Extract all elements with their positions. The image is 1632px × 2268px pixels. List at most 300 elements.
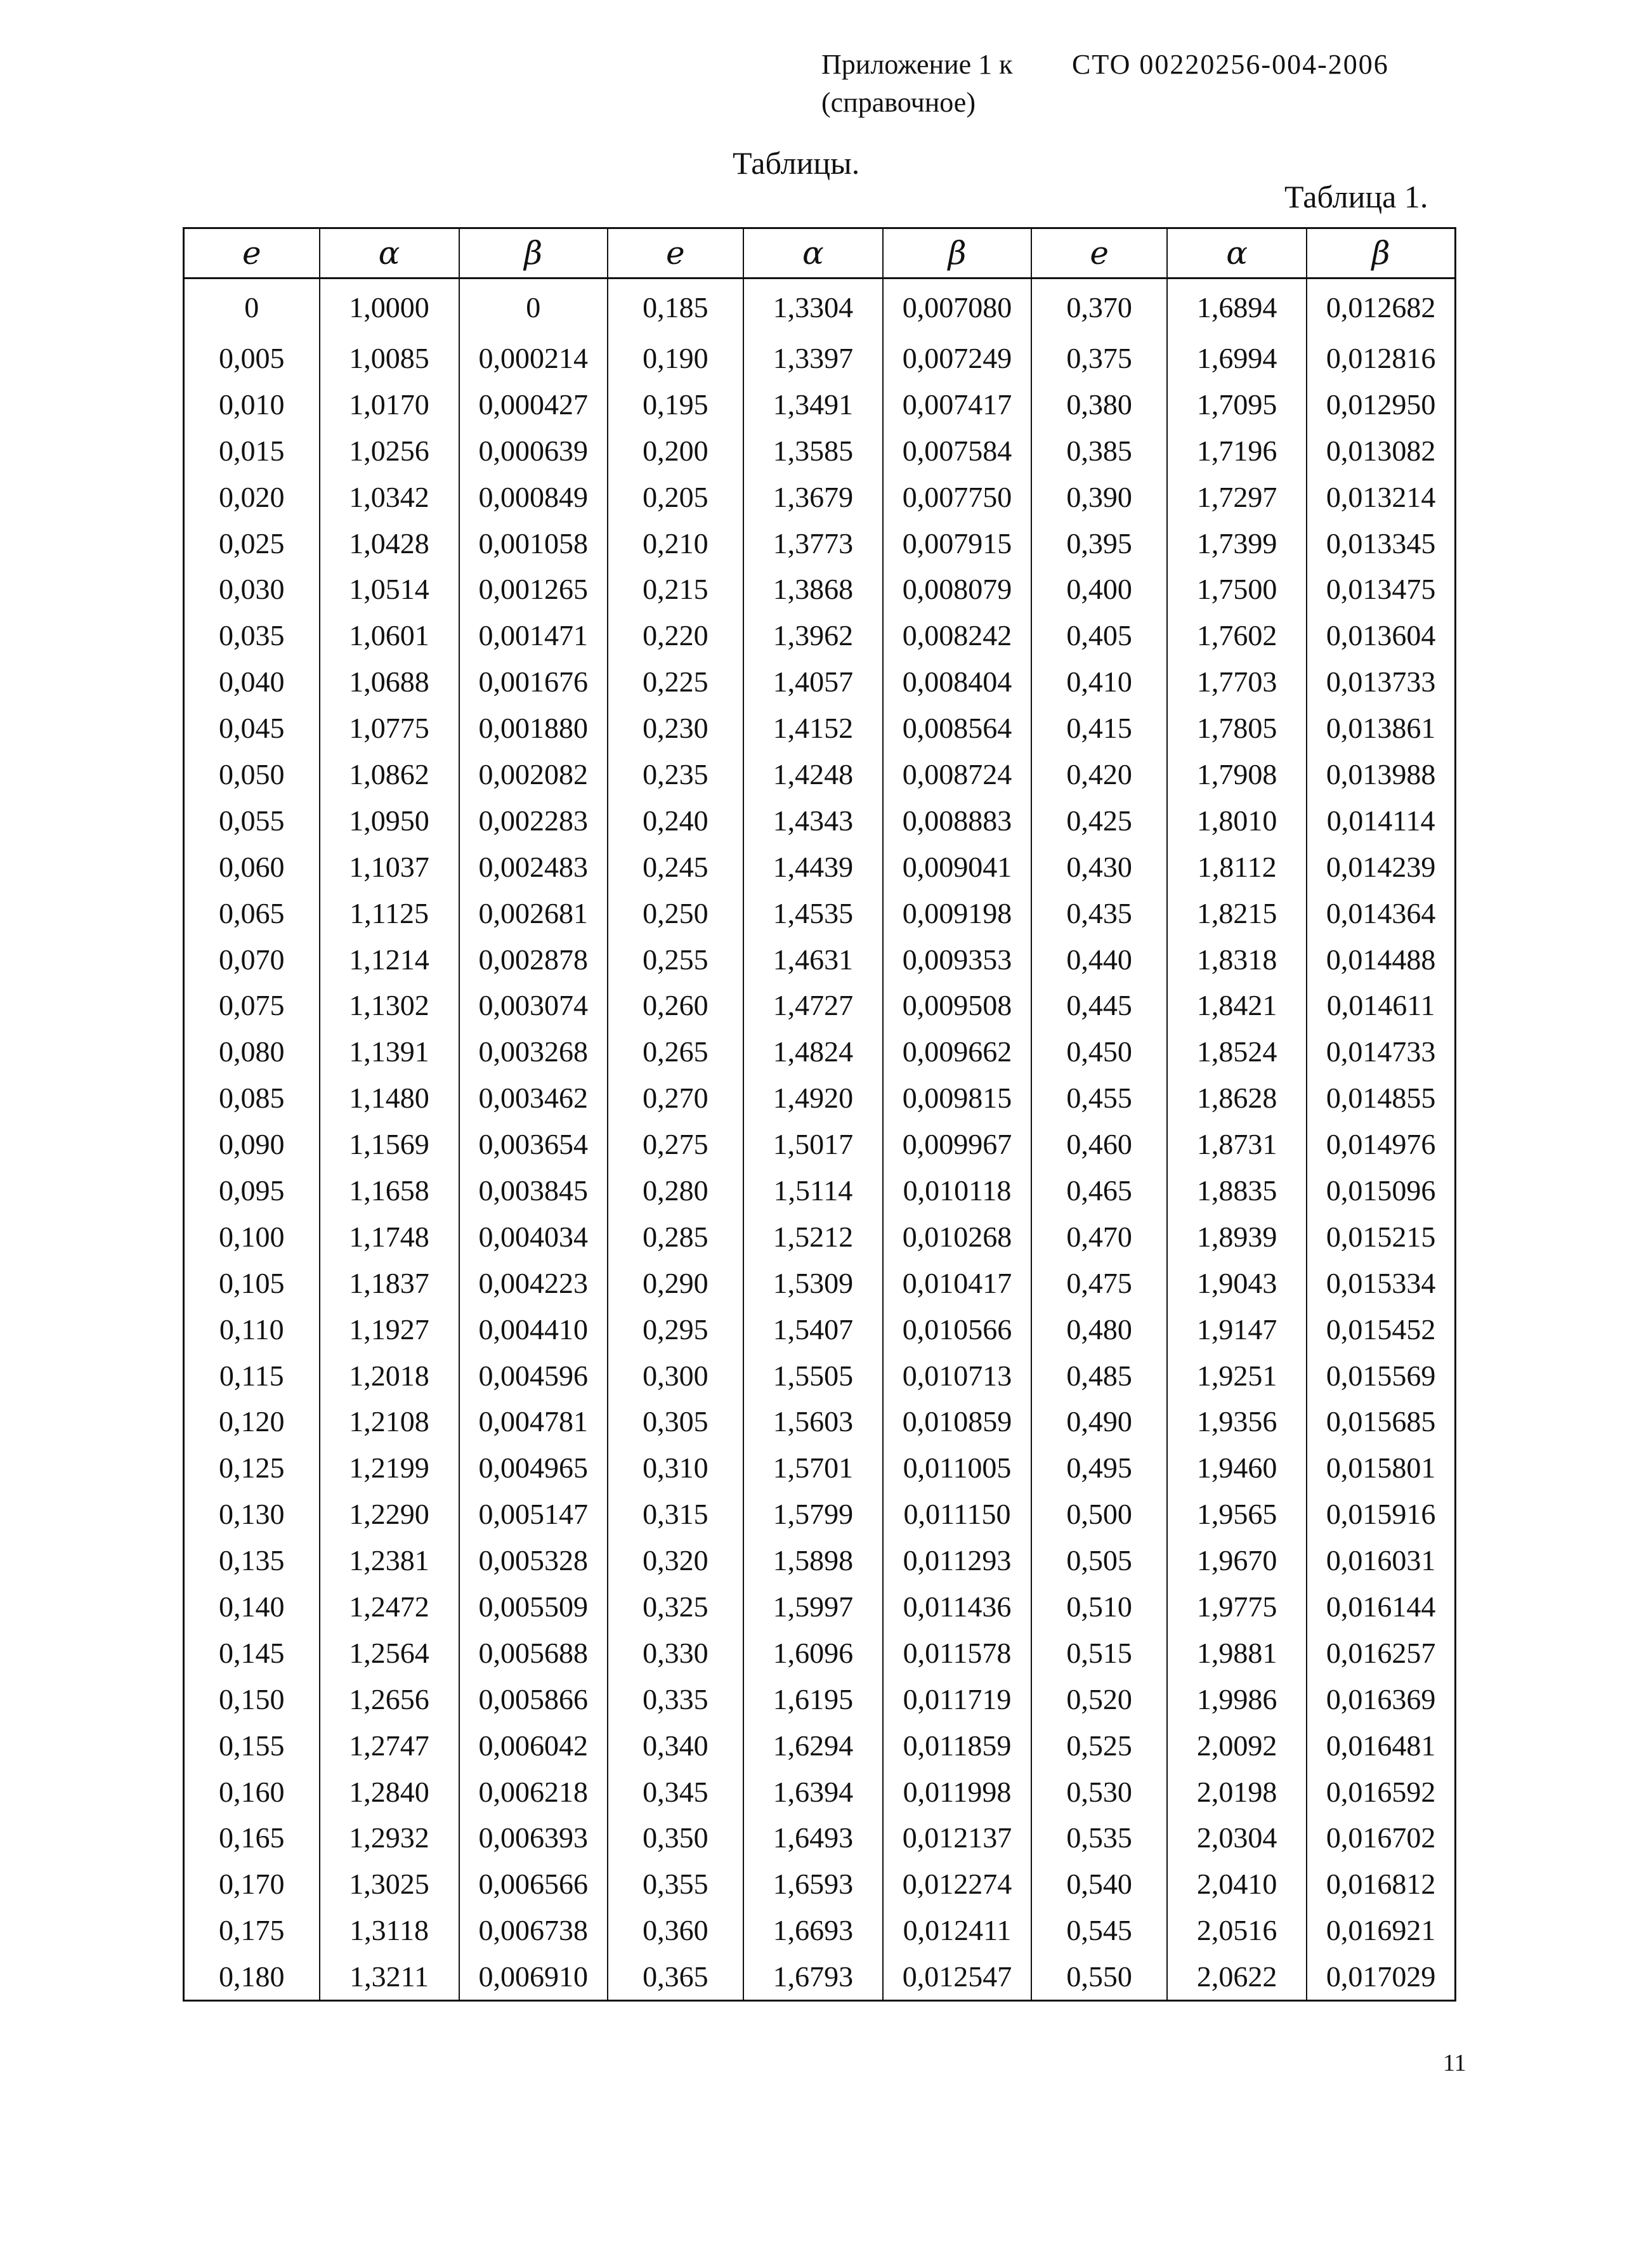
table-cell-beta: 0,010859: [883, 1398, 1031, 1445]
table-cell-e: 0,510: [1031, 1583, 1167, 1630]
table-cell-e: 0,135: [184, 1537, 320, 1583]
table-cell-e: 0,120: [184, 1398, 320, 1445]
table-cell-e: 0,015: [184, 428, 320, 474]
table-cell-beta: 0,002283: [459, 797, 608, 844]
table-cell-alpha: 1,6394: [743, 1769, 883, 1815]
table-cell-alpha: 1,0775: [320, 705, 459, 751]
table-cell-e: 0,215: [608, 566, 743, 612]
column-header-beta: β: [459, 228, 608, 279]
table-cell-beta: 0,000849: [459, 474, 608, 520]
table-caption: Таблица 1.: [1284, 179, 1428, 214]
table-cell-alpha: 1,0256: [320, 428, 459, 474]
table-row: [184, 1306, 1456, 1353]
table-row: [184, 335, 1456, 381]
table-cell-alpha: 1,7297: [1167, 474, 1307, 520]
table-cell-beta: 0,015334: [1307, 1260, 1455, 1306]
table-cell-beta: 0,010566: [883, 1306, 1031, 1353]
table-cell-alpha: 1,4824: [743, 1028, 883, 1075]
table-cell-beta: 0,006566: [459, 1861, 608, 1907]
table-cell-alpha: 2,0092: [1167, 1722, 1307, 1769]
table-cell-e: 0,070: [184, 936, 320, 983]
table-cell-e: 0,285: [608, 1214, 743, 1260]
table-cell-alpha: 1,3868: [743, 566, 883, 612]
table-header-row: [184, 228, 1456, 279]
table-row: [184, 1953, 1456, 2000]
table-cell-beta: 0,007915: [883, 520, 1031, 567]
table-cell-alpha: 1,1302: [320, 982, 459, 1028]
table-cell-beta: 0,011150: [883, 1491, 1031, 1537]
table-cell-alpha: 1,8421: [1167, 982, 1307, 1028]
table-cell-beta: 0,015452: [1307, 1306, 1455, 1353]
table-cell-e: 0,370: [1031, 279, 1167, 336]
table-cell-e: 0,275: [608, 1121, 743, 1167]
table-row: [184, 890, 1456, 936]
table-cell-alpha: 1,2199: [320, 1445, 459, 1491]
table-cell-alpha: 1,8215: [1167, 890, 1307, 936]
table-cell-alpha: 2,0410: [1167, 1861, 1307, 1907]
table-cell-e: 0,400: [1031, 566, 1167, 612]
table-cell-e: 0,365: [608, 1953, 743, 2000]
table-cell-e: 0,125: [184, 1445, 320, 1491]
table-cell-e: 0,395: [1031, 520, 1167, 567]
table-cell-e: 0,115: [184, 1353, 320, 1399]
table-cell-alpha: 1,9043: [1167, 1260, 1307, 1306]
table-cell-alpha: 1,0428: [320, 520, 459, 567]
table-cell-e: 0,470: [1031, 1214, 1167, 1260]
table-cell-e: 0,420: [1031, 751, 1167, 797]
table-cell-e: 0,490: [1031, 1398, 1167, 1445]
table-cell-beta: 0,010417: [883, 1260, 1031, 1306]
column-header-alpha: α: [743, 228, 883, 279]
table-cell-beta: 0,009041: [883, 844, 1031, 890]
table-row: [184, 612, 1456, 659]
table-cell-alpha: 1,6195: [743, 1676, 883, 1722]
table-cell-beta: 0,007080: [883, 279, 1031, 336]
table-cell-alpha: 1,9565: [1167, 1491, 1307, 1537]
table-cell-beta: 0,016702: [1307, 1815, 1455, 1861]
table-cell-e: 0,300: [608, 1353, 743, 1399]
table-row: [184, 520, 1456, 567]
table-cell-e: 0,480: [1031, 1306, 1167, 1353]
table-cell-beta: 0,014733: [1307, 1028, 1455, 1075]
table-cell-e: 0,550: [1031, 1953, 1167, 2000]
table-cell-alpha: 1,1658: [320, 1167, 459, 1214]
table-cell-e: 0,280: [608, 1167, 743, 1214]
table-cell-beta: 0,001471: [459, 612, 608, 659]
table-cell-beta: 0,006218: [459, 1769, 608, 1815]
table-cell-alpha: 1,1837: [320, 1260, 459, 1306]
table-cell-beta: 0,004596: [459, 1353, 608, 1399]
table-cell-alpha: 1,1927: [320, 1306, 459, 1353]
table-row: [184, 1028, 1456, 1075]
table-cell-beta: 0,017029: [1307, 1953, 1455, 2000]
table-cell-alpha: 1,0688: [320, 659, 459, 705]
table-body: [184, 279, 1456, 2001]
table-cell-alpha: 1,0000: [320, 279, 459, 336]
table-cell-beta: 0,015215: [1307, 1214, 1455, 1260]
table-cell-e: 0,375: [1031, 335, 1167, 381]
table-cell-beta: 0,007417: [883, 381, 1031, 428]
table-cell-alpha: 1,6294: [743, 1722, 883, 1769]
table-cell-e: 0,465: [1031, 1167, 1167, 1214]
table-row: [184, 1583, 1456, 1630]
table-cell-beta: 0,014364: [1307, 890, 1455, 936]
table-cell-beta: 0,013604: [1307, 612, 1455, 659]
table-cell-e: 0,435: [1031, 890, 1167, 936]
table-row: [184, 751, 1456, 797]
table-row: [184, 474, 1456, 520]
table-cell-alpha: 1,6994: [1167, 335, 1307, 381]
table-cell-e: 0,035: [184, 612, 320, 659]
table-cell-alpha: 1,9460: [1167, 1445, 1307, 1491]
table-cell-alpha: 1,3773: [743, 520, 883, 567]
table-cell-alpha: 2,0304: [1167, 1815, 1307, 1861]
table-cell-e: 0,315: [608, 1491, 743, 1537]
table-cell-e: 0,170: [184, 1861, 320, 1907]
table-cell-alpha: 1,2472: [320, 1583, 459, 1630]
table-cell-e: 0,500: [1031, 1491, 1167, 1537]
table-row: [184, 797, 1456, 844]
table-cell-e: 0,295: [608, 1306, 743, 1353]
table-cell-alpha: 1,5505: [743, 1353, 883, 1399]
table-cell-e: 0,040: [184, 659, 320, 705]
table-cell-beta: 0,008883: [883, 797, 1031, 844]
table-cell-beta: 0,006910: [459, 1953, 608, 2000]
table-row: [184, 1676, 1456, 1722]
table-cell-beta: 0,013345: [1307, 520, 1455, 567]
table-cell-e: 0,105: [184, 1260, 320, 1306]
table-cell-e: 0,540: [1031, 1861, 1167, 1907]
table-cell-beta: 0,011293: [883, 1537, 1031, 1583]
table-cell-alpha: 1,5017: [743, 1121, 883, 1167]
table-cell-alpha: 1,3118: [320, 1907, 459, 1953]
coefficient-table: [183, 227, 1456, 2002]
table-cell-beta: 0,009967: [883, 1121, 1031, 1167]
table-row: [184, 566, 1456, 612]
table-cell-beta: 0,012547: [883, 1953, 1031, 2000]
table-cell-e: 0,345: [608, 1769, 743, 1815]
table-row: [184, 1722, 1456, 1769]
table-cell-e: 0,360: [608, 1907, 743, 1953]
table-cell-e: 0,090: [184, 1121, 320, 1167]
table-cell-alpha: 1,3679: [743, 474, 883, 520]
table-cell-beta: 0,015916: [1307, 1491, 1455, 1537]
table-cell-e: 0: [184, 279, 320, 336]
table-cell-beta: 0,011859: [883, 1722, 1031, 1769]
table-cell-beta: 0,001058: [459, 520, 608, 567]
table-cell-e: 0,100: [184, 1214, 320, 1260]
table-cell-e: 0,255: [608, 936, 743, 983]
table-cell-beta: 0,010713: [883, 1353, 1031, 1399]
table-cell-alpha: 1,3211: [320, 1953, 459, 2000]
table-row: [184, 705, 1456, 751]
table-cell-e: 0,155: [184, 1722, 320, 1769]
table-cell-beta: 0,003462: [459, 1075, 608, 1121]
table-cell-beta: 0,009508: [883, 982, 1031, 1028]
table-cell-e: 0,335: [608, 1676, 743, 1722]
table-cell-alpha: 2,0516: [1167, 1907, 1307, 1953]
table-cell-beta: 0,013988: [1307, 751, 1455, 797]
table-cell-alpha: 1,7399: [1167, 520, 1307, 567]
table-cell-e: 0,290: [608, 1260, 743, 1306]
table-cell-e: 0,310: [608, 1445, 743, 1491]
table-cell-e: 0,065: [184, 890, 320, 936]
table-row: [184, 1214, 1456, 1260]
table-cell-alpha: 1,8939: [1167, 1214, 1307, 1260]
table-cell-beta: 0,005866: [459, 1676, 608, 1722]
table-cell-beta: 0,013082: [1307, 428, 1455, 474]
table-cell-alpha: 1,2840: [320, 1769, 459, 1815]
table-cell-e: 0,225: [608, 659, 743, 705]
table-cell-alpha: 1,7196: [1167, 428, 1307, 474]
table-cell-alpha: 1,5997: [743, 1583, 883, 1630]
table-cell-beta: 0,012950: [1307, 381, 1455, 428]
table-cell-beta: 0,011998: [883, 1769, 1031, 1815]
page-number: 11: [1443, 2050, 1466, 2076]
table-cell-e: 0,520: [1031, 1676, 1167, 1722]
table-cell-alpha: 1,1214: [320, 936, 459, 983]
table-cell-beta: 0,014239: [1307, 844, 1455, 890]
table-cell-beta: 0,008242: [883, 612, 1031, 659]
table-cell-e: 0,025: [184, 520, 320, 567]
table-cell-beta: 0,006393: [459, 1815, 608, 1861]
table-cell-beta: 0,006042: [459, 1722, 608, 1769]
table-cell-e: 0,010: [184, 381, 320, 428]
table-cell-e: 0,270: [608, 1075, 743, 1121]
table-cell-alpha: 1,5114: [743, 1167, 883, 1214]
table-cell-beta: 0,013861: [1307, 705, 1455, 751]
table-cell-e: 0,230: [608, 705, 743, 751]
table-row: [184, 1537, 1456, 1583]
table-cell-alpha: 1,6593: [743, 1861, 883, 1907]
table-row: [184, 659, 1456, 705]
table-cell-alpha: 1,5898: [743, 1537, 883, 1583]
table-cell-beta: 0,011436: [883, 1583, 1031, 1630]
table-cell-beta: 0,009662: [883, 1028, 1031, 1075]
table-cell-beta: 0,016257: [1307, 1630, 1455, 1676]
table-cell-alpha: 1,4631: [743, 936, 883, 983]
table-cell-e: 0,380: [1031, 381, 1167, 428]
table-cell-alpha: 1,1480: [320, 1075, 459, 1121]
table-cell-alpha: 1,2656: [320, 1676, 459, 1722]
table-cell-beta: 0,000214: [459, 335, 608, 381]
table-cell-beta: 0,015801: [1307, 1445, 1455, 1491]
table-cell-e: 0,200: [608, 428, 743, 474]
table-cell-beta: 0,007584: [883, 428, 1031, 474]
table-cell-beta: 0,014976: [1307, 1121, 1455, 1167]
table-cell-beta: 0,001265: [459, 566, 608, 612]
table-cell-e: 0,050: [184, 751, 320, 797]
table-cell-beta: 0,005147: [459, 1491, 608, 1537]
table-cell-e: 0,110: [184, 1306, 320, 1353]
table-cell-beta: 0,012816: [1307, 335, 1455, 381]
table-cell-beta: 0,011719: [883, 1676, 1031, 1722]
table-cell-e: 0,475: [1031, 1260, 1167, 1306]
table-cell-e: 0,305: [608, 1398, 743, 1445]
table-cell-beta: 0,013214: [1307, 474, 1455, 520]
table-cell-beta: 0,012411: [883, 1907, 1031, 1953]
table-cell-beta: 0,004965: [459, 1445, 608, 1491]
table-row: [184, 936, 1456, 983]
table-cell-beta: 0,011005: [883, 1445, 1031, 1491]
table-cell-e: 0,175: [184, 1907, 320, 1953]
table-cell-beta: 0,000427: [459, 381, 608, 428]
table-cell-beta: 0,002483: [459, 844, 608, 890]
table-row: [184, 1167, 1456, 1214]
table-cell-e: 0,250: [608, 890, 743, 936]
table-cell-e: 0,060: [184, 844, 320, 890]
table-cell-alpha: 1,4920: [743, 1075, 883, 1121]
table-cell-e: 0,235: [608, 751, 743, 797]
table-cell-beta: 0,016144: [1307, 1583, 1455, 1630]
column-header-beta: β: [883, 228, 1031, 279]
table-row: [184, 1861, 1456, 1907]
column-header-e: e: [608, 228, 743, 279]
table-cell-alpha: 1,7602: [1167, 612, 1307, 659]
table-cell-e: 0,075: [184, 982, 320, 1028]
table-cell-e: 0,150: [184, 1676, 320, 1722]
table-cell-e: 0,440: [1031, 936, 1167, 983]
table-cell-e: 0,410: [1031, 659, 1167, 705]
table-cell-beta: 0,015685: [1307, 1398, 1455, 1445]
column-header-alpha: α: [1167, 228, 1307, 279]
table-cell-alpha: 1,3585: [743, 428, 883, 474]
table-cell-alpha: 1,4057: [743, 659, 883, 705]
table-cell-e: 0,450: [1031, 1028, 1167, 1075]
table-cell-beta: 0,003074: [459, 982, 608, 1028]
table-cell-beta: 0,003268: [459, 1028, 608, 1075]
table-cell-e: 0,545: [1031, 1907, 1167, 1953]
table-row: [184, 1075, 1456, 1121]
table-cell-beta: 0,015569: [1307, 1353, 1455, 1399]
table-cell-alpha: 1,5799: [743, 1491, 883, 1537]
table-cell-beta: 0,002878: [459, 936, 608, 983]
table-cell-alpha: 1,2108: [320, 1398, 459, 1445]
table-cell-alpha: 1,6096: [743, 1630, 883, 1676]
table-cell-e: 0,320: [608, 1537, 743, 1583]
table-cell-alpha: 1,2290: [320, 1491, 459, 1537]
table-cell-beta: 0,007750: [883, 474, 1031, 520]
table-cell-e: 0,220: [608, 612, 743, 659]
table-cell-beta: 0,014114: [1307, 797, 1455, 844]
table-cell-e: 0,030: [184, 566, 320, 612]
table-cell-beta: 0,012137: [883, 1815, 1031, 1861]
table-cell-beta: 0,008564: [883, 705, 1031, 751]
table-cell-beta: 0,010118: [883, 1167, 1031, 1214]
table-cell-e: 0,460: [1031, 1121, 1167, 1167]
table-cell-alpha: 1,4439: [743, 844, 883, 890]
table-cell-beta: 0,014855: [1307, 1075, 1455, 1121]
table-cell-alpha: 1,0342: [320, 474, 459, 520]
table-cell-beta: 0,005688: [459, 1630, 608, 1676]
table-cell-alpha: 1,7095: [1167, 381, 1307, 428]
table-cell-beta: 0,016481: [1307, 1722, 1455, 1769]
table-cell-beta: 0,016369: [1307, 1676, 1455, 1722]
table-cell-beta: 0,003845: [459, 1167, 608, 1214]
table-cell-alpha: 1,9356: [1167, 1398, 1307, 1445]
table-cell-alpha: 2,0622: [1167, 1953, 1307, 2000]
table-cell-e: 0,455: [1031, 1075, 1167, 1121]
table-cell-e: 0,390: [1031, 474, 1167, 520]
table-cell-beta: 0,011578: [883, 1630, 1031, 1676]
table-cell-alpha: 1,9147: [1167, 1306, 1307, 1353]
table-cell-e: 0,495: [1031, 1445, 1167, 1491]
table-cell-alpha: 1,1569: [320, 1121, 459, 1167]
table-cell-e: 0,385: [1031, 428, 1167, 474]
table-cell-beta: 0,014611: [1307, 982, 1455, 1028]
table-cell-alpha: 1,5701: [743, 1445, 883, 1491]
table-cell-alpha: 1,4343: [743, 797, 883, 844]
table-cell-alpha: 1,0862: [320, 751, 459, 797]
table-cell-beta: 0,002681: [459, 890, 608, 936]
table-row: [184, 1445, 1456, 1491]
table-row: [184, 1353, 1456, 1399]
table-cell-e: 0,430: [1031, 844, 1167, 890]
table-cell-e: 0,240: [608, 797, 743, 844]
table-cell-beta: 0,009198: [883, 890, 1031, 936]
table-cell-beta: 0,007249: [883, 335, 1031, 381]
table-cell-e: 0,055: [184, 797, 320, 844]
table-cell-e: 0,530: [1031, 1769, 1167, 1815]
table-cell-alpha: 1,6693: [743, 1907, 883, 1953]
table-cell-beta: 0,015096: [1307, 1167, 1455, 1214]
table-cell-beta: 0,010268: [883, 1214, 1031, 1260]
table-cell-e: 0,535: [1031, 1815, 1167, 1861]
table-cell-alpha: 1,0950: [320, 797, 459, 844]
table-cell-beta: 0,014488: [1307, 936, 1455, 983]
table-cell-beta: 0,004034: [459, 1214, 608, 1260]
table-cell-alpha: 1,4152: [743, 705, 883, 751]
table-cell-e: 0,185: [608, 279, 743, 336]
table-cell-e: 0,330: [608, 1630, 743, 1676]
table-cell-beta: 0,008079: [883, 566, 1031, 612]
table-cell-beta: 0,009353: [883, 936, 1031, 983]
table-row: [184, 844, 1456, 890]
table-cell-alpha: 1,8318: [1167, 936, 1307, 983]
table-cell-e: 0,260: [608, 982, 743, 1028]
table-cell-beta: 0,016921: [1307, 1907, 1455, 1953]
table-cell-alpha: 1,0085: [320, 335, 459, 381]
table-cell-e: 0,355: [608, 1861, 743, 1907]
table-cell-beta: 0,002082: [459, 751, 608, 797]
table-cell-alpha: 1,3397: [743, 335, 883, 381]
table-cell-alpha: 1,1748: [320, 1214, 459, 1260]
table-cell-beta: 0,016031: [1307, 1537, 1455, 1583]
table-row: [184, 1630, 1456, 1676]
table-cell-alpha: 1,7908: [1167, 751, 1307, 797]
table-cell-alpha: 1,5309: [743, 1260, 883, 1306]
column-header-alpha: α: [320, 228, 459, 279]
table-cell-beta: 0,004410: [459, 1306, 608, 1353]
table-cell-e: 0,265: [608, 1028, 743, 1075]
table-cell-e: 0,085: [184, 1075, 320, 1121]
table-cell-beta: 0,012682: [1307, 279, 1455, 336]
table-cell-beta: 0,005509: [459, 1583, 608, 1630]
table-cell-alpha: 1,5603: [743, 1398, 883, 1445]
table-cell-beta: 0,000639: [459, 428, 608, 474]
table-row: [184, 428, 1456, 474]
table-cell-beta: 0,013733: [1307, 659, 1455, 705]
table-cell-beta: 0: [459, 279, 608, 336]
table-row: [184, 1398, 1456, 1445]
table-cell-alpha: 1,4248: [743, 751, 883, 797]
table-cell-alpha: 1,8010: [1167, 797, 1307, 844]
table-cell-e: 0,340: [608, 1722, 743, 1769]
table-cell-alpha: 1,8835: [1167, 1167, 1307, 1214]
table-cell-e: 0,045: [184, 705, 320, 751]
table-cell-alpha: 1,2018: [320, 1353, 459, 1399]
table-cell-alpha: 1,8524: [1167, 1028, 1307, 1075]
